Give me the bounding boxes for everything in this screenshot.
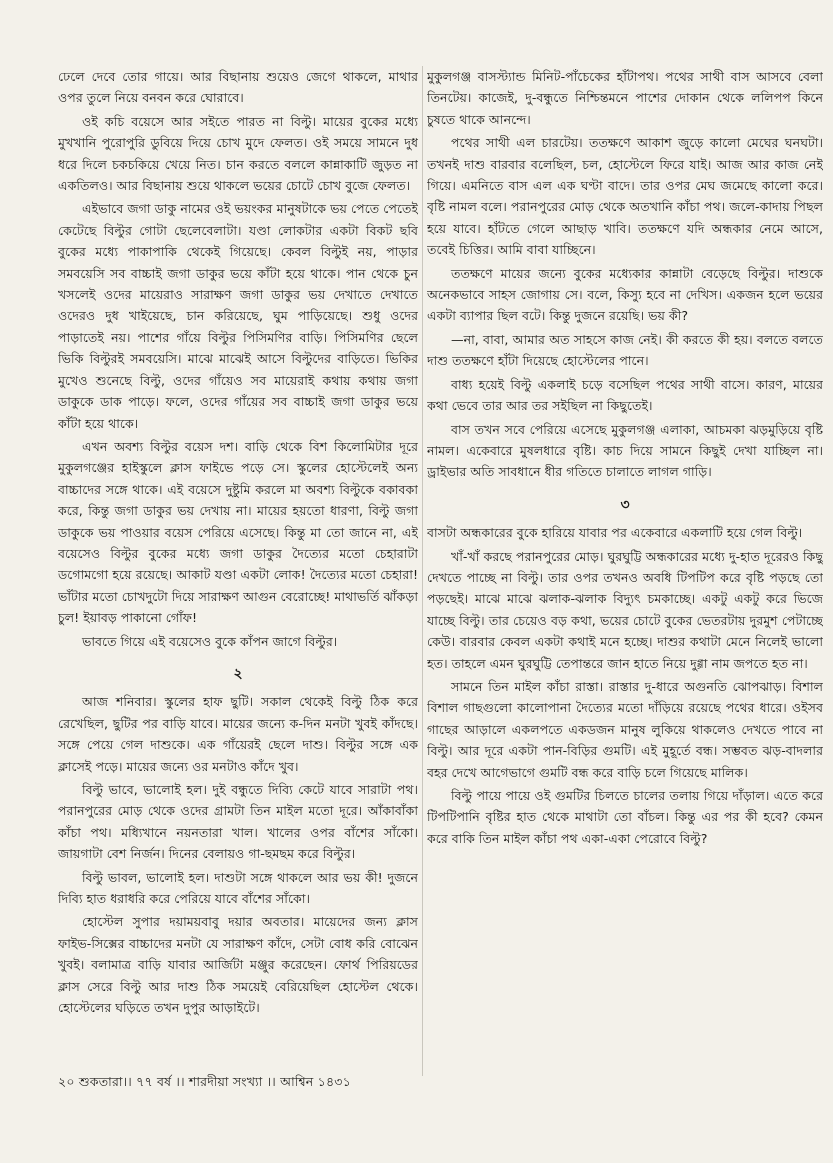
right-column xyxy=(427,66,823,1078)
paragraph: বাস তখন সবে পেরিয়ে এসেছে মুকুলগঞ্জ এলাকা, আচমকা ঝড়মুড়িয়ে বৃষ্টি নামল। একেবারে মুষলধারে বৃষ্টি। কাচ দিয়ে সামনে কিছুই দেখা যাচ্ছিল না। ড্রাইভার অতি সাবধানে ধীর গতিতে চালাতে লাগল গাড়ি। xyxy=(427,421,823,480)
paragraph: পথের সাথী এল চারটেয়। ততক্ষণে আকাশ জুড়ে কালো মেঘের ঘনঘটা। তখনই দাশু বারবার বলেছিল, চল, হোস্টেলে ফিরে যাই। আজ আর কাজ নেই গিয়ে। এমনিতে বাস এল এক ঘণ্টা বাদে। তার ওপর মেঘ জমেছে কালো করে। বৃষ্টি নামল বলে। পরানপুরের মোড় থেকে অতখানি কাঁচা পথ। জলে-কাদায় পিছল হয়ে যাবে। হাঁটতে গেলে আছাড় খাবি। ততক্ষণে যদি অন্ধকার নেমে আসে, তবেই চিত্তির। আমি বাবা যাচ্ছিনে। xyxy=(427,135,823,258)
paragraph: মুকুলগঞ্জ বাসস্ট্যান্ড মিনিট-পাঁচেকের হাঁটাপথ। পথের সাথী বাস আসবে বেলা তিনটেয়। কাজেই, দু-বন্ধুতে নিশ্চিন্তমনে পাশের দোকান থেকে ললিপপ কিনে চুষতে থাকে আনন্দে। xyxy=(427,69,823,127)
paragraph: ভাবতে গিয়ে এই বয়েসেও বুকে কাঁপন জাগে বিল্টুর। xyxy=(82,633,338,649)
paragraph: —না, বাবা, আমার অত সাহসে কাজ নেই। কী করতে কী হয়। বলতে বলতে দাশু ততক্ষণে হাঁটা দিয়েছে হোস্টেলের পানে। xyxy=(427,331,823,369)
column-divider xyxy=(422,66,423,1076)
paragraph: বাধ্য হয়েই বিল্টু একলাই চড়ে বসেছিল পথের সাথী বাসে। কারণ, মায়ের কথা ভেবে তার আর তর সইছিল না কিছুতেই। xyxy=(427,376,823,414)
paragraph: এইভাবে জগা ডাকু নামের ওই ভয়ংকর মানুষটাকে ভয় পেতে পেতেই কেটেছে বিল্টুর গোটা ছেলেবেলাটা। যণ্ডা লোকটার একটা বিকট ছবি বুকের মধ্যে পাকাপাকি থেকেই গিয়েছে। কেবল বিল্টুই নয়, পাড়ার সমবয়েসি সব বাচ্চাই জগা ডাকুর ভয়ে কাঁটা হয়ে থাকে। পান থেকে চুন খসলেই ওদের মায়েরাও সারাক্ষণ জগা ডাকুর ভয় দেখাতে দেখাতে ওদেরও দুধ খাইয়েছে, চান করিয়েছে, ঘুম পাড়িয়েছে। শুধু ওদের পাড়াতেই নয়। পাশের গাঁয়ে বিল্টুর পিসিমণির বাড়ি। পিসিমণির ছেলে ভিকি বিল্টুরই সমবয়েসি। মাঝে মাঝেই আসে বিল্টুদের বাড়িতে। ভিকির মুখেও শুনেছে বিল্টু, ওদের গাঁয়েও সব মায়েরাই কথায় কথায় জগা ডাকুকে ডাক পাড়ে। ফলে, ওদের গাঁয়ের সব বাচ্চাই জগা ডাকুর ভয়ে কাঁটা হয়ে থাকে। xyxy=(58,201,418,431)
page-footer: ২০ শুকতারা।। ৭৭ বর্ষ ।। শারদীয়া সংখ্যা ।। আশ্বিন ১৪৩১ xyxy=(58,1074,351,1089)
paragraph: ততক্ষণে মায়ের জন্যে বুকের মধ্যেকার কান্নাটা বেড়েছে বিল্টুর। দাশুকে অনেকভাবে সাহস জোগায় সে। বলে, কিস্যু হবে না দেখিস। একজন হলে ভয়ের একটা ব্যাপার ছিল বটে। কিন্তু দুজনে রয়েছি। ভয় কী? xyxy=(427,265,823,324)
paragraph: বিল্টু পায়ে পায়ে ওই গুমটির চিলতে চালের তলায় গিয়ে দাঁড়াল। এতে করে টিপটিপানি বৃষ্টির হাত থেকে মাথাটা তো বাঁচল। কিন্তু এর পর কী হবে? কেমন করে বাকি তিন মাইল কাঁচা পথ একা-একা পেরোবে বিল্টু? xyxy=(427,788,823,846)
paragraph: বাসটা অন্ধকারের বুকে হারিয়ে যাবার পর একেবারে একলাটি হয়ে গেল বিল্টু। xyxy=(427,525,803,541)
paragraph: সামনে তিন মাইল কাঁচা রাস্তা। রাস্তার দু-ধারে অগুনতি ঝোপঝাড়। বিশাল বিশাল গাছগুলো কালোপানা দৈত্যের মতো দাঁড়িয়ে রয়েছে পথের ধারে। ওইসব গাছের আড়ালে একলপতে একডজন মানুষ লুকিয়ে থাকলেও দেখতে পাবে না বিল্টু। আর দূরে একটা পান-বিড়ির গুমটি। এই মুহূর্তে বন্ধ। সম্ভবত ঝড়-বাদলার বহর দেখে আগেভাগে গুমটি বন্ধ করে বাড়ি চলে গিয়েছে মালিক। xyxy=(427,678,823,780)
paragraph: এখন অবশ্য বিল্টুর বয়েস দশ। বাড়ি থেকে বিশ কিলোমিটার দূরে মুকুলগঞ্জের হাইস্কুলে ক্লাস ফাইভে পড়ে সে। স্কুলের হোস্টেলেই অন্য বাচ্চাদের সঙ্গে থাকে। এই বয়েসে দুষ্টুমি করলে মা অবশ্য বিল্টুকে বকাবকা করে, কিন্তু জগা ডাকুর ভয় দেখায় না। মায়ের হয়তো ধারণা, বিল্টু জগা ডাকুকে ভয় পাওয়ার বয়েস পেরিয়ে এসেছে। কিন্তু মা তো জানে না, এই বয়েসেও বিল্টুর বুকের মধ্যে জগা ডাকুর দৈত্যের মতো চেহারাটা ডগোমগো হয়ে রয়েছে। আকাট যণ্ডা একটা লোক! দৈত্যের মতো চেহারা! ভাঁটার মতো চোখদুটো দিয়ে সারাক্ষণ আগুন বেরোচ্ছে! মাথাভর্তি ঝাঁকড়া চুল! ইয়াবড় পাকানো গোঁফ! xyxy=(58,438,418,626)
paragraph: বিল্টু ভাবে, ভালোই হল। দুই বন্ধুতে দিব্যি কেটে যাবে সারাটা পথ। পরানপুরের মোড় থেকে ওদের গ্রামটা তিন মাইল মতো দূরে। আঁকাবাঁকা কাঁচা পথ। মধ্যিখানে নয়নতারা খাল। খালের ওপর বাঁশের সাঁকো। জায়গাটা বেশ নির্জন। দিনের বেলায়ও গা-ছমছম করে বিল্টুর। xyxy=(58,782,418,862)
paragraph: হোস্টেল সুপার দয়াময়বাবু দয়ার অবতার। মায়েদের জন্য ক্লাস ফাইভ-সিক্সের বাচ্চাদের মনটা যে সারাক্ষণ কাঁদে, সেটা বোধ করি বোঝেন খুবই। বলামাত্র বাড়ি যাবার আর্জিটা মঞ্জুর করেছেন। ফোর্থ পিরিয়ডের ক্লাস সেরে বিল্টু আর দাশু ঠিক সময়েই বেরিয়েছিল হোস্টেল থেকে। হোস্টেলের ঘড়িতে তখন দুপুর আড়াইটে। xyxy=(58,914,418,1016)
paragraph: ঢেলে দেবে তোর গায়ে। আর বিছানায় শুয়েও জেগে থাকলে, মাথার ওপর তুলে নিয়ে বনবন করে ঘোরাবে। xyxy=(58,69,418,106)
paragraph: ওই কচি বয়েসে আর সইতে পারত না বিল্টু। মায়ের বুকের মধ্যে মুখখানি পুরোপুরি ডুবিয়ে দিয়ে চোখ মুদে ফেলত। ওই সময়ে সামনে দুধ ধরে দিলে চকচকিয়ে খেয়ে নিত। চান করতে বললে কান্নাকাটি জুড়ত না একতিলও। আর বিছানায় শুয়ে থাকলে ভয়ের চোটে চোখ বুজে ফেলত। xyxy=(58,113,418,194)
section-number: ৩ xyxy=(620,496,630,513)
section-number: ২ xyxy=(233,665,243,682)
paragraph: আজ শনিবার। স্কুলের হাফ ছুটি। সকাল থেকেই বিল্টু ঠিক করে রেখেছিল, ছুটির পর বাড়ি যাবে। মায়ের জন্যে ক-দিন মনটা খুবই কাঁদছে। সঙ্গে পেয়ে গেল দাশুকে। এক গাঁয়েরই ছেলে দাশু। বিল্টুর সঙ্গে এক ক্লাসেই পড়ে। মায়ের জন্যে ওর মনটাও কাঁদে খুব। xyxy=(58,694,418,774)
left-column xyxy=(58,66,418,1078)
paragraph: বিল্টু ভাবল, ভালোই হল। দাশুটা সঙ্গে থাকলে আর ভয় কী! দুজনে দিব্যি হাত ধরাধরি করে পেরিয়ে যাবে বাঁশের সাঁকো। xyxy=(58,869,418,907)
paragraph: খাঁ-খাঁ করছে পরানপুরের মোড়। ঘুরঘুট্টি অন্ধকারের মধ্যে দু-হাত দূরেরও কিছু দেখতে পাচ্ছে না বিল্টু। তার ওপর তখনও অবধি টিপটিপ করে বৃষ্টি পড়ছে তো পড়ছেই। মাঝে মাঝে ঝলাক-ঝলাক বিদ্যুৎ চমকাচ্ছে। একটু একটু করে ভিজে যাচ্ছে বিল্টু। তার চেয়েও বড় কথা, ভয়ের চোটে বুকের ভেতরটায় দুরমুশ পেটাচ্ছে কেউ। বারবার কেবল একটা কথাই মনে হচ্ছে। দাশুর কথাটা মেনে নিলেই ভালো হত। তাহলে এমন ঘুরঘুট্টি তেপান্তরে জান হাতে নিয়ে দুগ্গা নাম জপতে হত না। xyxy=(427,548,823,671)
